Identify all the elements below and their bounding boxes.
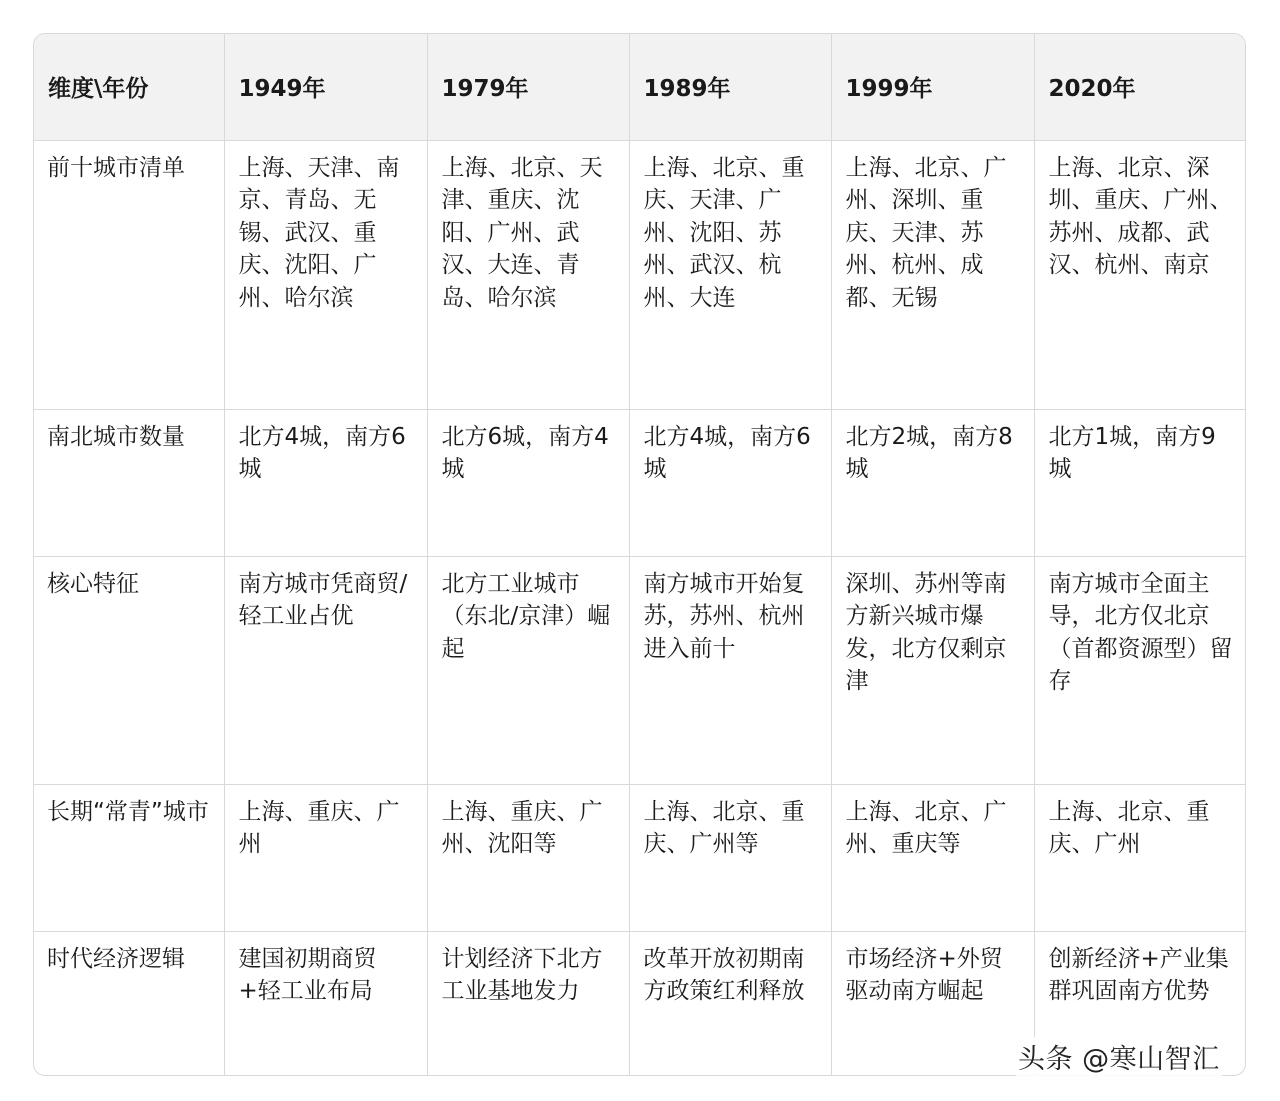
- header-1949: 1949年: [224, 34, 427, 140]
- table-cell: 上海、北京、广州、深圳、重庆、天津、苏州、杭州、成都、无锡: [831, 140, 1034, 409]
- table-cell: 上海、北京、天津、重庆、沈阳、广州、武汉、大连、青岛、哈尔滨: [427, 140, 629, 409]
- table-cell: 南方城市全面主导，北方仅北京（首都资源型）留存: [1034, 556, 1246, 784]
- city-ranking-table: [34, 34, 1246, 1076]
- table-cell: 北方1城，南方9城: [1034, 409, 1246, 556]
- table-cell: 上海、北京、广州、重庆等: [831, 784, 1034, 931]
- table-cell: 南方城市开始复苏，苏州、杭州进入前十: [629, 556, 831, 784]
- table-cell: 计划经济下北方工业基地发力: [427, 931, 629, 1076]
- table-header-row: [34, 34, 1246, 140]
- table-row: [34, 556, 1246, 784]
- table-cell: 北方6城，南方4城: [427, 409, 629, 556]
- table-cell: 建国初期商贸+轻工业布局: [224, 931, 427, 1076]
- table-cell: 上海、重庆、广州、沈阳等: [427, 784, 629, 931]
- watermark: 头条 @寒山智汇: [1016, 1037, 1222, 1076]
- table-cell: 北方4城，南方6城: [629, 409, 831, 556]
- row-label-economic-logic: 时代经济逻辑: [34, 931, 224, 1076]
- table-cell: 上海、北京、重庆、广州: [1034, 784, 1246, 931]
- table-row: [34, 409, 1246, 556]
- header-1979: 1979年: [427, 34, 629, 140]
- table-cell: 改革开放初期南方政策红利释放: [629, 931, 831, 1076]
- table-cell: 上海、天津、南京、青岛、无锡、武汉、重庆、沈阳、广州、哈尔滨: [224, 140, 427, 409]
- table-cell: 创新经济+产业集群巩固南方优势: [1048, 945, 1229, 1004]
- table-cell: 南方城市凭商贸/轻工业占优: [224, 556, 427, 784]
- header-1999: 1999年: [831, 34, 1034, 140]
- table-cell: 上海、北京、重庆、天津、广州、沈阳、苏州、武汉、杭州、大连: [629, 140, 831, 409]
- header-2020: 2020年: [1034, 34, 1246, 140]
- row-label-top-ten-list: 前十城市清单: [34, 140, 224, 409]
- table-cell: 北方2城，南方8城: [831, 409, 1034, 556]
- row-label-core-features: 核心特征: [34, 556, 224, 784]
- table-cell: 深圳、苏州等南方新兴城市爆发，北方仅剩京津: [831, 556, 1034, 784]
- header-1989: 1989年: [629, 34, 831, 140]
- table-cell: 上海、重庆、广州: [224, 784, 427, 931]
- row-label-north-south-count: 南北城市数量: [34, 409, 224, 556]
- comparison-table-container: [33, 33, 1246, 1076]
- header-dimension-year: 维度\年份: [34, 34, 224, 140]
- table-row: [34, 140, 1246, 409]
- row-label-evergreen-cities: 长期“常青”城市: [34, 784, 224, 931]
- table-row: [34, 784, 1246, 931]
- table-cell: 上海、北京、重庆、广州等: [629, 784, 831, 931]
- table-cell: 北方工业城市（东北/京津）崛起: [427, 556, 629, 784]
- table-cell: 上海、北京、深圳、重庆、广州、苏州、成都、武汉、杭州、南京: [1034, 140, 1246, 409]
- table-cell: 市场经济+外贸驱动南方崛起: [831, 931, 1034, 1076]
- table-cell: 北方4城，南方6城: [224, 409, 427, 556]
